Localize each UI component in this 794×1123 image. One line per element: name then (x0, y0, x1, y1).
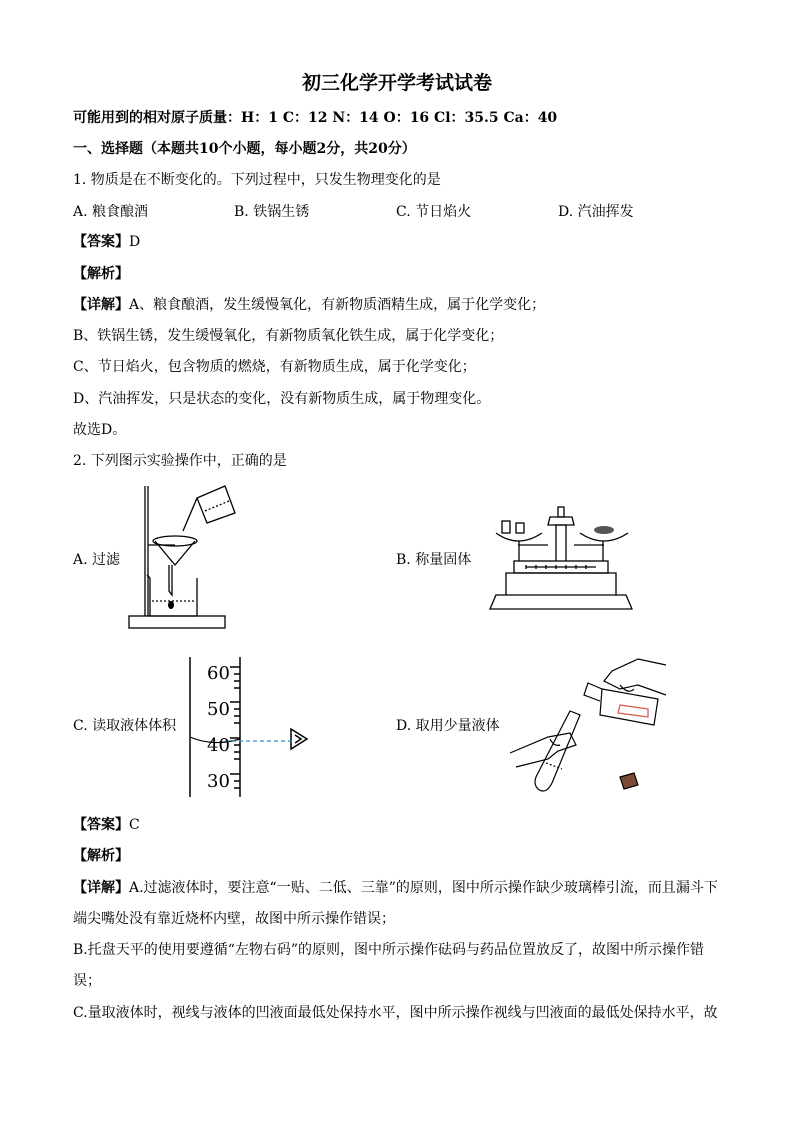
cylinder-figure (185, 655, 313, 800)
section-heading: 一、选择题（本题共10个小题，每小题2分，共20分） (73, 141, 416, 157)
q2-detail-line-5: C.量取液体时，视线与液体的凹液面最低处保持水平，图中所示操作视线与凹液面的最低处保持水平，故 (73, 1005, 718, 1021)
weight-icon (502, 521, 510, 533)
q1-detail-line-c: C、节日焰火，包含物质的燃烧，有新物质生成，属于化学变化； (73, 359, 476, 375)
tick-label-30: 30 (207, 771, 230, 792)
q1-analysis-label: 【解析】 (73, 266, 129, 282)
q2-answer-value: C (129, 817, 140, 833)
q2-detail-label: 【详解】 (73, 880, 129, 896)
tick-label-50: 50 (207, 699, 230, 720)
q2-option-c: C. 读取液体体积 (73, 718, 177, 734)
q1-detail-a (73, 295, 545, 315)
balance-figure (486, 505, 636, 613)
q2-detail-line-2: 端尖嘴处没有靠近烧杯内壁，故图中所示操作错误； (73, 911, 395, 927)
q1-option-d: D. 汽油挥发 (558, 204, 634, 220)
q1-detail-label: 【详解】 (73, 297, 129, 313)
q2-option-b: B. 称量固体 (396, 552, 472, 568)
q1-detail-line-d: D、汽油挥发，只是状态的变化，没有新物质生成，属于物理变化。 (73, 391, 491, 407)
q1-stem: 1. 物质是在不断变化的。下列过程中，只发生物理变化的是 (73, 172, 441, 188)
q2-detail-line-3: B.托盘天平的使用要遵循“左物右码”的原则，图中所示操作砝码与药品位置放反了，故图中所示操作错 (73, 942, 705, 958)
powder-icon (594, 526, 614, 534)
atomic-mass-line: 可能用到的相对原子质量：H：1 C：12 N：14 O：16 Cl：35.5 Ca：40 (73, 110, 558, 126)
q2-detail-a (73, 878, 718, 898)
q2-analysis-label: 【解析】 (73, 848, 129, 864)
q2-option-a: A. 过滤 (73, 552, 121, 568)
pouring-figure (508, 655, 673, 800)
q2-detail-line-1: A.过滤液体时，要注意“一贴、二低、三靠”的原则，图中所示操作缺少玻璃棒引流，而且漏斗下 (129, 880, 718, 896)
q2-stem: 2. 下列图示实验操作中，正确的是 (73, 453, 287, 469)
q1-option-b: B. 铁锅生锈 (234, 204, 310, 220)
q1-conclusion: 故选D。 (73, 422, 127, 438)
q1-detail-line-b: B、铁锅生锈，发生缓慢氧化，有新物质氧化铁生成，属于化学变化； (73, 328, 504, 344)
tick-label-60: 60 (207, 663, 230, 684)
filtration-figure (125, 483, 243, 633)
drip-icon (168, 601, 174, 609)
q2-detail-line-4: 误； (73, 973, 101, 989)
q1-detail-line-a: A、粮食酿酒，发生缓慢氧化，有新物质酒精生成，属于化学变化； (129, 297, 546, 313)
q2-answer-label: 【答案】 (73, 817, 129, 833)
q1-answer-label: 【答案】 (73, 234, 129, 250)
q2-answer (73, 815, 140, 835)
q1-answer (73, 232, 140, 252)
q2-option-d: D. 取用少量液体 (396, 718, 500, 734)
tick-label-40: 40 (207, 735, 230, 756)
q1-answer-value: D (129, 234, 141, 250)
page-title: 初三化学开学考试试卷 (301, 72, 492, 94)
q1-option-a: A. 粮食酿酒 (73, 204, 149, 220)
q1-option-c: C. 节日焰火 (396, 204, 472, 220)
